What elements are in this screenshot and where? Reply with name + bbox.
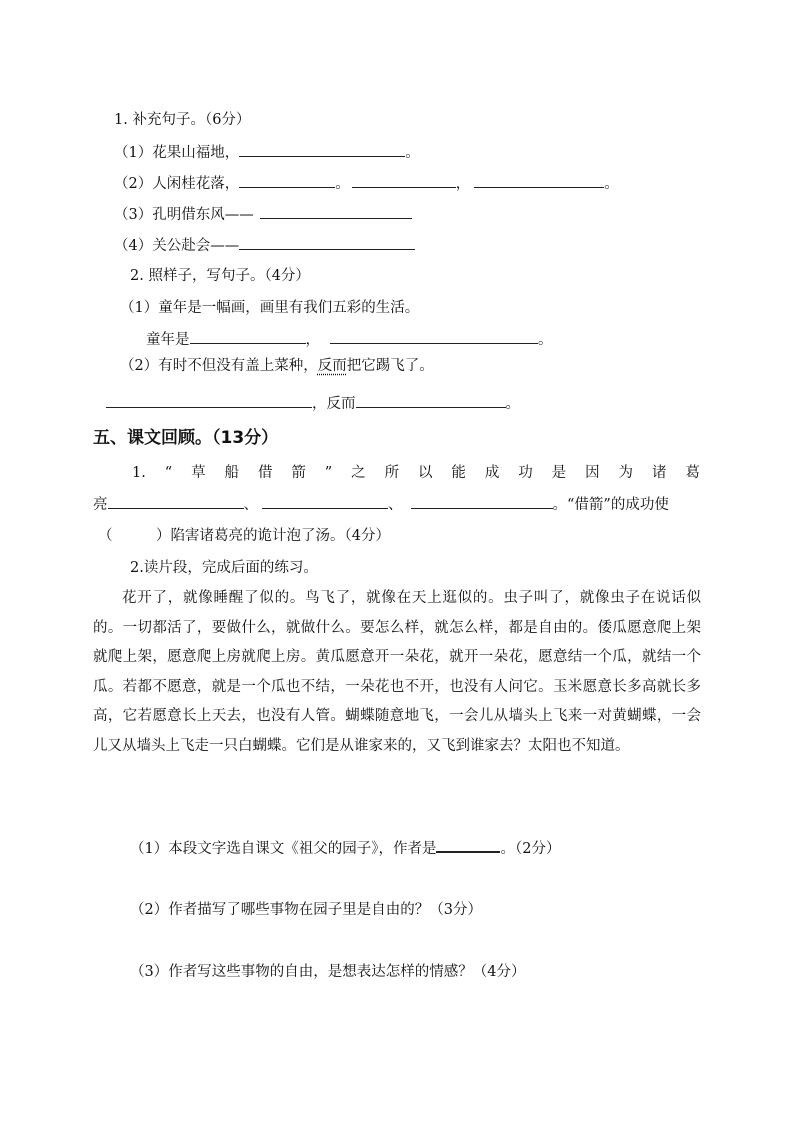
example-sentence-2 xyxy=(120,356,434,376)
example-2-before: （2）有时不但没有盖上菜种， xyxy=(120,358,318,374)
q1-line2-start: 亮 xyxy=(93,497,108,513)
answer-blank[interactable] xyxy=(260,204,412,219)
sub-question-1 xyxy=(130,837,560,859)
q1-char: 借 xyxy=(257,465,273,481)
answer-blank[interactable] xyxy=(411,494,553,509)
fill-item-1 xyxy=(114,142,420,163)
fill-item-2 xyxy=(114,173,619,194)
example-2-fill-end: 。 xyxy=(505,396,520,412)
fill-item-4 xyxy=(114,235,415,256)
answer-blank[interactable] xyxy=(474,173,604,188)
answer-blank[interactable] xyxy=(262,494,388,509)
section-5-heading: 五、课文回顾。（13分） xyxy=(93,428,279,448)
answer-blank[interactable] xyxy=(356,393,506,408)
question-2-title: 2. 照样子，写句子。（4分） xyxy=(130,268,310,284)
fill-item-1-end: 。 xyxy=(405,145,420,161)
answer-blank[interactable] xyxy=(352,173,456,188)
section-5-question-1-line-3: （ ）陷害诸葛亮的诡计泡了汤。（4分） xyxy=(98,528,390,544)
fill-item-3 xyxy=(114,204,412,225)
passage-text: 花开了，就像睡醒了似的。鸟飞了，就像在天上逛似的。虫子叫了，就像虫子在说话似的。一切都活了，要做什么，就做什么。要怎么样，就怎么样，都是自由的。倭瓜愿意爬上架就爬上架，愿意爬上房就爬上房。黄瓜愿意开一朵花，就开一朵花，愿意结一个瓜，就结一个瓜。若都不愿意，就是一个瓜也不结，一朵花也不开，也没有人问它。玉米愿意长多高就长多高，它若愿意长上天去，也没有人管。蝴蝶随意地飞，一会儿从墙头上飞来一对黄蝴蝶，一会儿又从墙头上飞走一只白蝴蝶。它们是从谁家来的，又飞到谁家去？太阳也不知道。 xyxy=(93,590,701,754)
answer-blank[interactable] xyxy=(239,142,405,157)
section-5-question-1-line-1 xyxy=(132,463,700,483)
example-2-fill-sep: ，反而 xyxy=(312,396,356,412)
fill-item-2-end: 。 xyxy=(604,176,619,192)
q1-char: 功 xyxy=(518,465,533,481)
fill-item-4-prefix: （4）关公赴会—— xyxy=(114,238,240,254)
question-1-title: 1. 补充句子。（6分） xyxy=(114,112,251,128)
example-1-end: 。 xyxy=(538,332,553,348)
fill-item-2-sep1: 。 xyxy=(335,176,350,192)
answer-blank[interactable] xyxy=(239,173,335,188)
example-2-after: 把它踢飞了。 xyxy=(346,358,434,374)
q1-line2-end: 。“借箭”的成功使 xyxy=(552,497,669,513)
q1-char: 1. xyxy=(132,465,146,481)
fill-item-3-prefix: （3）孔明借东风—— xyxy=(114,207,254,223)
answer-blank[interactable] xyxy=(106,393,312,408)
q1-char: 之 xyxy=(351,465,366,481)
sub-question-2: （2）作者描写了哪些事物在园子里是自由的？（3分） xyxy=(130,902,482,918)
q1-char: 葛 xyxy=(685,465,700,481)
answer-blank[interactable] xyxy=(239,235,415,250)
q1-char: 为 xyxy=(618,465,634,481)
q1-char: 因 xyxy=(585,465,600,481)
example-1-sep: ， xyxy=(305,332,320,348)
q1-char: 能 xyxy=(451,465,466,481)
fill-item-1-prefix: （1）花果山福地， xyxy=(114,145,240,161)
fill-item-2-prefix: （2）人闲桂花落， xyxy=(114,176,240,192)
sub-question-1-score: 。（2分） xyxy=(500,841,561,857)
q1-char: 诸 xyxy=(651,465,667,481)
sub-question-3: （3）作者写这些事物的自由，是想表达怎样的情感？（4分） xyxy=(130,964,526,980)
answer-blank[interactable] xyxy=(190,329,306,344)
q1-char: 船 xyxy=(224,465,240,481)
q1-sep-1: 、 xyxy=(243,497,258,513)
section-5-question-2-title: 2.读片段，完成后面的练习。 xyxy=(130,560,318,576)
answer-blank[interactable] xyxy=(436,837,500,853)
example-1-answer-line xyxy=(146,329,553,350)
q1-char: 是 xyxy=(551,465,567,481)
q1-char: “ xyxy=(164,465,173,481)
q1-char: 草 xyxy=(191,465,206,481)
section-5-question-1-line-2 xyxy=(93,494,669,515)
q1-char: ” xyxy=(324,465,333,481)
sub-question-1-text: （1）本段文字选自课文《祖父的园子》，作者是 xyxy=(130,841,437,857)
q1-char: 以 xyxy=(417,465,433,481)
q1-sep-2: 、 xyxy=(388,497,403,513)
q1-char: 所 xyxy=(384,465,400,481)
fill-item-2-sep2: ， xyxy=(455,176,471,192)
example-sentence-1: （1）童年是一幅画，画里有我们五彩的生活。 xyxy=(120,300,420,316)
q1-char: 箭 xyxy=(291,465,306,481)
answer-blank[interactable] xyxy=(108,494,244,509)
answer-blank[interactable] xyxy=(330,329,538,344)
example-2-answer-line xyxy=(106,393,520,414)
example-2-dotted: 反而 xyxy=(317,358,347,374)
example-1-fill-prefix: 童年是 xyxy=(146,332,190,348)
reading-passage xyxy=(93,584,701,761)
q1-char: 成 xyxy=(484,465,500,481)
